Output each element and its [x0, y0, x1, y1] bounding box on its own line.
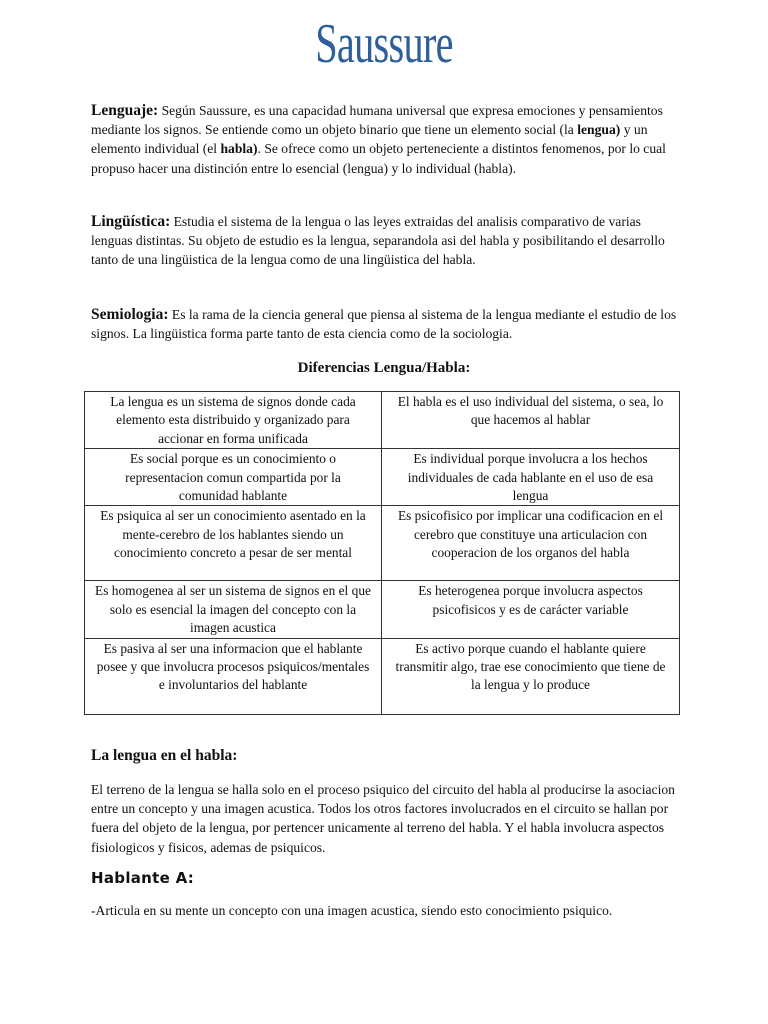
section-heading-lengua-habla: La lengua en el habla: — [91, 747, 238, 764]
table-row — [85, 506, 680, 581]
definition-bold-text: lengua) — [577, 122, 621, 138]
section-text-lengua-habla: El terreno de la lengua se halla solo en el proceso psiquico del circuito del habla al producirse la asociacion entre un concepto y una imagen acustica. Todos los otros factores involucrados en el circuito se hallan por fuera del objeto de la lengua, por pertencer unicamente al terreno del habla. Y el habla involucra aspectos fisiologicos y fisicos, ademas de psiquicos. — [91, 782, 675, 855]
table-cell-lengua: Es psiquica al ser un conocimiento asentado en la mente-cerebro de los hablantes siendo un conocimiento concreto a pesar de ser mental — [85, 506, 382, 581]
definition-lenguaje — [91, 101, 681, 178]
definition-text: Estudia el sistema de la lengua o las leyes extraidas del analisis comparativo de varias lenguas distintas. Su objeto de estudio es la lengua, separandola asi del habla y posibilitando el desarrollo tanto de una lingüistica de la lengua como de una lingüistica del habla. — [91, 214, 665, 268]
differences-table — [84, 391, 680, 715]
table-cell-habla: Es activo porque cuando el hablante quiere transmitir algo, trae ese conocimiento que tiene de la lengua y lo produce — [382, 638, 680, 714]
table-row — [85, 638, 680, 714]
table-cell-habla: Es psicofisico por implicar una codificacion en el cerebro que constituye una articulacion con cooperacion de los organos del habla — [382, 506, 680, 581]
definition-semiologia — [91, 305, 681, 343]
definition-text: Según Saussure, es una capacidad humana universal que expresa emociones y pensamientos mediante los signos. Se entiende como un objeto binario que tiene un elemento social (la — [91, 103, 663, 138]
section-text-hablante-a: -Articula en su mente un concepto con una imagen acustica, siendo esto conocimiento psiquico. — [91, 903, 613, 918]
table-row — [85, 449, 680, 506]
term-lenguaje: Lenguaje: — [91, 102, 159, 119]
page-title: Saussure — [315, 13, 453, 75]
table-cell-habla: El habla es el uso individual del sistema, o sea, lo que hacemos al hablar — [382, 392, 680, 449]
table-cell-lengua: Es homogenea al ser un sistema de signos en el que solo es esencial la imagen del concepto con la imagen acustica — [85, 581, 382, 638]
definition-bold-text: habla) — [220, 141, 258, 157]
table-cell-lengua: La lengua es un sistema de signos donde cada elemento esta distribuido y organizado para accionar en forma unificada — [85, 392, 382, 449]
definition-linguistica — [91, 212, 681, 270]
definition-text: Es la rama de la ciencia general que piensa al sistema de la lengua mediante el estudio de los signos. La lingüistica forma parte tanto de esta ciencia como de la sociologia. — [91, 307, 677, 342]
table-row — [85, 392, 680, 449]
table-cell-lengua: Es pasiva al ser una informacion que el hablante posee y que involucra procesos psiquicos/mentales e involuntarios del hablante — [85, 638, 382, 714]
section-heading-hablante-a: Hablante A: — [91, 869, 195, 887]
definition-text: y un elemento individual (el — [91, 122, 648, 157]
term-semiologia: Semiologia: — [91, 306, 169, 323]
table-cell-habla: Es individual porque involucra a los hechos individuales de cada hablante en el uso de esa lengua — [382, 449, 680, 506]
table-cell-habla: Es heterogenea porque involucra aspectos psicofisicos y es de carácter variable — [382, 581, 680, 638]
table-cell-lengua: Es social porque es un conocimiento o representacion comun compartida por la comunidad hablante — [85, 449, 382, 506]
table-row — [85, 581, 680, 638]
term-linguistica: Lingüística: — [91, 213, 171, 230]
definition-text: . Se ofrece como un objeto perteneciente a distintos fenomenos, por lo cual propuso hacer una distinción entre lo esencial (lengua) y lo individual (habla). — [91, 141, 666, 176]
table-title: Diferencias Lengua/Habla: — [297, 360, 471, 376]
